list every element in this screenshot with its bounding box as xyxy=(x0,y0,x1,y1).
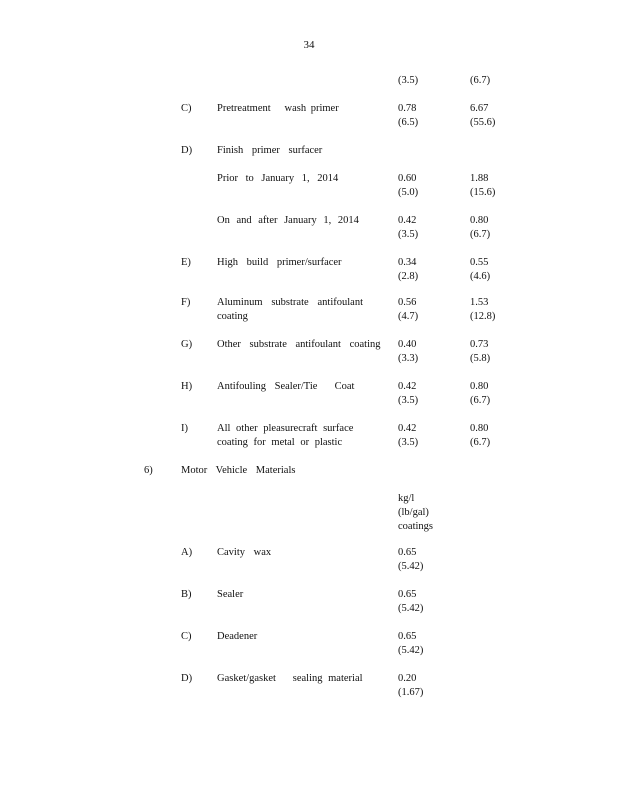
item-description: All other pleasurecraft surface coating for metal or plastic xyxy=(217,423,354,448)
continued-value-2: (6.7) xyxy=(470,75,491,86)
limit-value-1: 0.42 (3.5) xyxy=(398,215,419,240)
item-letter: B) xyxy=(181,589,192,600)
item-description: Aluminum substrate antifoulant coating xyxy=(217,297,363,322)
item-letter: H) xyxy=(181,381,193,392)
limit-value-1: 0.42 (3.5) xyxy=(398,381,419,406)
limit-value-1: 0.65 (5.42) xyxy=(398,631,424,656)
item-description: Sealer xyxy=(217,589,244,600)
limit-value-1: 0.40 (3.3) xyxy=(398,339,419,364)
limit-value-1: 0.34 (2.8) xyxy=(398,257,419,282)
item-description: Finish primer surfacer xyxy=(217,145,323,156)
limit-value-2: 1.88 (15.6) xyxy=(470,173,496,198)
item-description: Pretreatment wash primer xyxy=(217,103,339,114)
limit-value-2: 6.67 (55.6) xyxy=(470,103,496,128)
item-description: Deadener xyxy=(217,631,258,642)
section-title: Motor Vehicle Materials xyxy=(181,465,296,476)
item-letter: F) xyxy=(181,297,191,308)
item-description: Prior to January 1, 2014 xyxy=(217,173,339,184)
item-letter: G) xyxy=(181,339,193,350)
page-number: 34 xyxy=(303,39,315,51)
limit-value-1: 0.60 (5.0) xyxy=(398,173,419,198)
item-description: Antifouling Sealer/Tie Coat xyxy=(217,381,355,392)
continued-value-1: (3.5) xyxy=(398,75,419,86)
item-description: On and after January 1, 2014 xyxy=(217,215,359,226)
section-number: 6) xyxy=(144,465,153,476)
limit-value-1: 0.65 (5.42) xyxy=(398,589,424,614)
item-letter: C) xyxy=(181,631,192,642)
item-letter: C) xyxy=(181,103,192,114)
item-letter: D) xyxy=(181,673,193,684)
limit-value-1: 0.56 (4.7) xyxy=(398,297,419,322)
item-description: Other substrate antifoulant coating xyxy=(217,339,381,350)
limit-value-2: 0.73 (5.8) xyxy=(470,339,491,364)
limit-value-1: 0.65 (5.42) xyxy=(398,547,424,572)
item-letter: E) xyxy=(181,257,191,268)
limit-value-2: 0.80 (6.7) xyxy=(470,381,491,406)
item-description: Cavity wax xyxy=(217,547,272,558)
item-letter: D) xyxy=(181,145,193,156)
limit-value-2: 0.80 (6.7) xyxy=(470,215,491,240)
limit-value-1: 0.42 (3.5) xyxy=(398,423,419,448)
item-description: High build primer/surfacer xyxy=(217,257,342,268)
limit-value-1: 0.20 (1.67) xyxy=(398,673,424,698)
limit-value-2: 1.53 (12.8) xyxy=(470,297,496,322)
item-description: Gasket/gasket sealing material xyxy=(217,673,363,684)
item-letter: A) xyxy=(181,547,193,558)
limit-value-1: 0.78 (6.5) xyxy=(398,103,419,128)
item-letter: I) xyxy=(181,423,188,434)
limit-value-2: 0.55 (4.6) xyxy=(470,257,491,282)
limit-value-2: 0.80 (6.7) xyxy=(470,423,491,448)
unit-header: kg/l (lb/gal) coatings xyxy=(398,493,433,532)
